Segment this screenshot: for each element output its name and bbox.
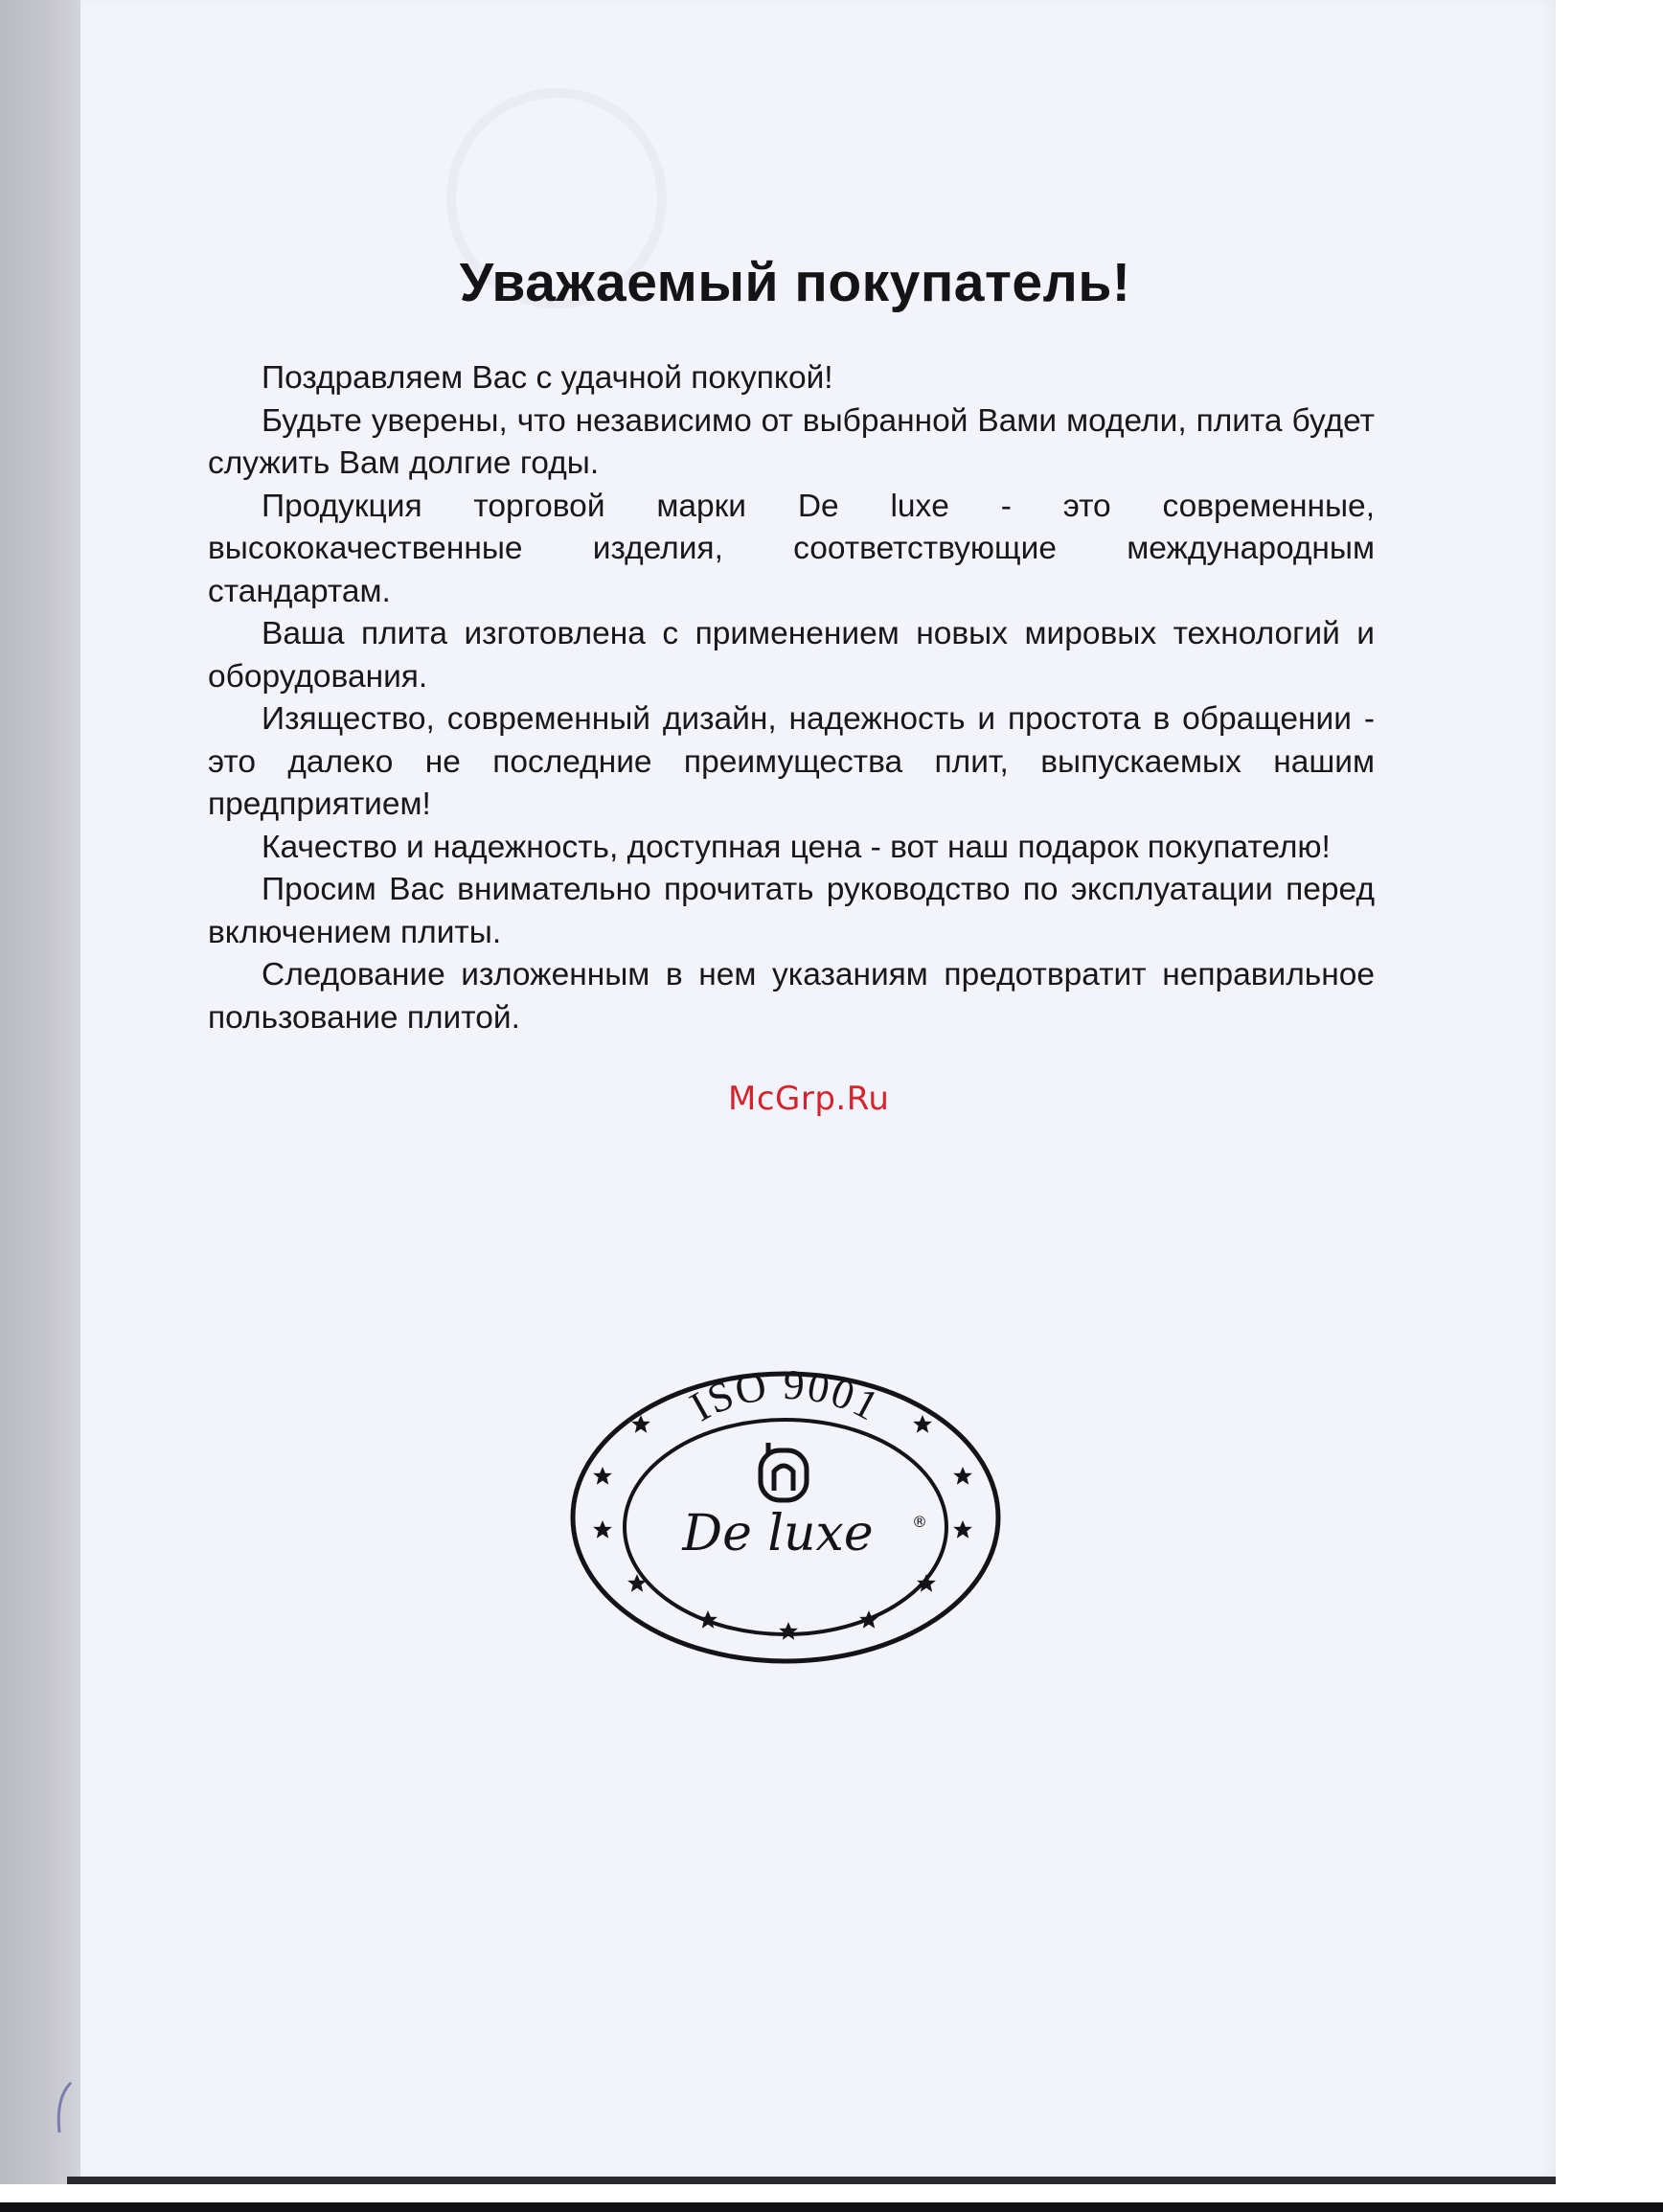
scan-bottom-line [0, 2202, 1663, 2212]
brand-name: De luxe [682, 1505, 874, 1562]
paragraph-quality: Качество и надежность, доступная цена - вот наш подарок покупателю! [262, 829, 1331, 865]
paragraph-design: Изящество, современный дизайн, надежность и простота в обращении - это далеко не последние преимущества плит, выпускаемых нашим предприятием! [208, 701, 1375, 822]
page-binding-edge [0, 0, 80, 2194]
iso-9001-deluxe-emblem [565, 1358, 1006, 1665]
scan-right-margin [1556, 0, 1663, 2184]
paragraph-congratulations: Поздравляем Вас с удачной покупкой! [262, 360, 833, 396]
paragraph-technology: Ваша плита изготовлена с применением новых мировых технологий и оборудования. [208, 616, 1375, 695]
page-title: Уважаемый покупатель! [459, 252, 1131, 313]
paragraph-brand: Продукция торговой марки De luxe - это современные, высококачественные изделия, соответствующие международным стандартам. [208, 488, 1375, 609]
site-watermark: McGrp.Ru [728, 1080, 890, 1118]
body-text [208, 357, 1375, 1039]
pen-mark [52, 2079, 75, 2136]
iso-label: ISO 9001 [682, 1360, 888, 1431]
registered-mark: ® [912, 1513, 927, 1531]
paragraph-instructions: Следование изложенным в нем указаниям предотвратит неправильное пользование плитой. [208, 957, 1375, 1036]
deluxe-logo-icon [761, 1443, 807, 1500]
paragraph-durability: Будьте уверены, что независимо от выбранной Вами модели, плита будет служить Вам долгие годы. [208, 402, 1375, 481]
paragraph-read-manual: Просим Вас внимательно прочитать руководство по эксплуатации перед включением плиты. [208, 872, 1375, 950]
page-bottom-edge [67, 2177, 1556, 2184]
